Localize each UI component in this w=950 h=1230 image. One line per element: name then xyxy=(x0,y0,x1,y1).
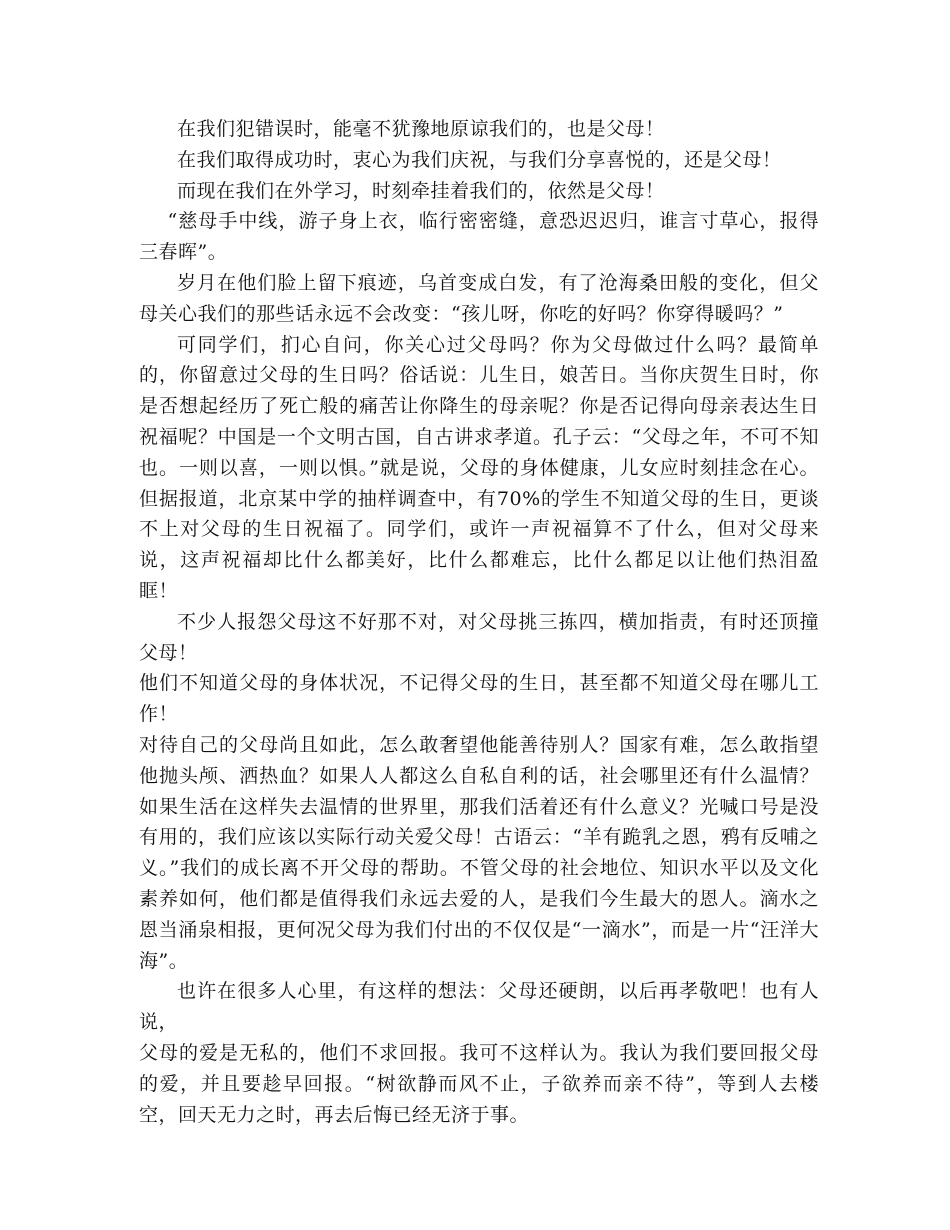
paragraph-5: 岁月在他们脸上留下痕迹，乌首变成白发，有了沧海桑田般的变化，但父母关心我们的那些话永远不会改变：“孩儿呀，你吃的好吗？你穿得暖吗？” xyxy=(139,271,819,325)
document-body xyxy=(139,114,819,1130)
paragraph-8: 他们不知道父母的身体状况，不记得父母的生日，甚至都不知道父母在哪儿工作！ xyxy=(139,672,819,726)
paragraph-4: “慈母手中线，游子身上衣，临行密密缝，意恐迟迟归，谁言寸草心，报得三春晖”。 xyxy=(139,210,819,264)
paragraph-7: 不少人报怨父母这不好那不对，对父母挑三拣四，横加指责，有时还顶撞父母！ xyxy=(139,610,819,664)
paragraph-9: 对待自己的父母尚且如此，怎么敢奢望他能善待别人？国家有难，怎么敢指望他抛头颅、洒热血？如果人人都这么自私自利的话，社会哪里还有什么温情？如果生活在这样失去温情的世界里，那我们活着还有什么意义？光喊口号是没有用的，我们应该以实际行动关爱父母！古语云：“羊有跪乳之恩，鸦有反哺之义。”我们的成长离不开父母的帮助。不管父母的社会地位、知识水平以及文化素养如何，他们都是值得我们永远去爱的人，是我们今生最大的恩人。滴水之恩当涌泉相报，更何况父母为我们付出的不仅仅是“一滴水”，而是一片“汪洋大海”。 xyxy=(139,733,819,972)
paragraph-10: 也许在很多人心里，有这样的想法：父母还硬朗，以后再孝敬吧！也有人说， xyxy=(139,980,819,1034)
paragraph-11: 父母的爱是无私的，他们不求回报。我可不这样认为。我认为我们要回报父母的爱，并且要趁早回报。“树欲静而风不止，子欲养而亲不待”，等到人去楼空，回天无力之时，再去后悔已经无济于事。 xyxy=(139,1041,819,1126)
paragraph-3: 而现在我们在外学习，时刻牵挂着我们的，依然是父母！ xyxy=(177,179,665,202)
paragraph-6: 可同学们，扪心自问，你关心过父母吗？你为父母做过什么吗？最简单的，你留意过父母的生日吗？俗话说：儿生日，娘苦日。当你庆贺生日时，你是否想起经历了死亡般的痛苦让你降生的母亲呢？你是否记得向母亲表达生日祝福呢？中国是一个文明古国，自古讲求孝道。孔子云：“父母之年，不可不知也。一则以喜，一则以惧。”就是说，父母的身体健康，儿女应时刻挂念在心。但据报道，北京某中学的抽样调查中，有70%的学生不知道父母的生日，更谈不上对父母的生日祝福了。同学们，或许一声祝福算不了什么，但对父母来说，这声祝福却比什么都美好，比什么都难忘，比什么都足以让他们热泪盈眶！ xyxy=(139,333,819,602)
paragraph-1: 在我们犯错误时，能毫不犹豫地原谅我们的，也是父母！ xyxy=(177,118,665,140)
paragraph-2: 在我们取得成功时，衷心为我们庆祝，与我们分享喜悦的，还是父母！ xyxy=(177,148,782,171)
